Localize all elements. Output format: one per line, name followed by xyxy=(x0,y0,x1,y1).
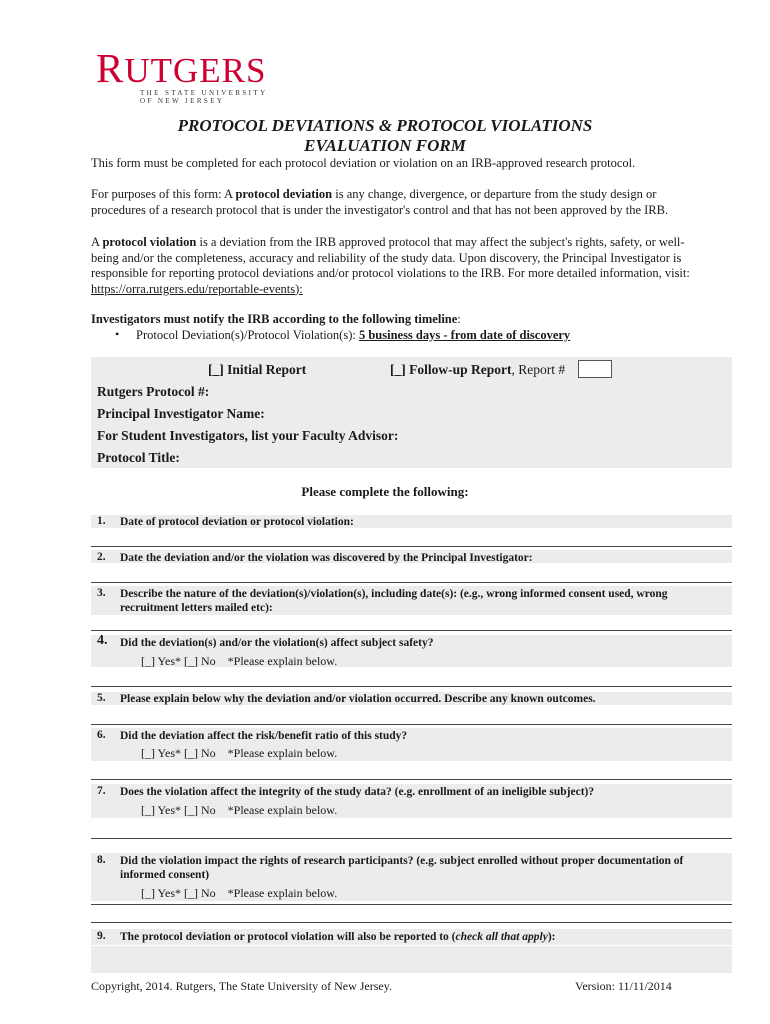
question-number: 7. xyxy=(97,785,106,797)
question-text: Date the deviation and/or the violation was discovered by the Principal Investigator: xyxy=(120,552,533,564)
reportable-events-link[interactable]: https://orra.rutgers.edu/reportable-events xyxy=(91,281,296,296)
answer-line[interactable] xyxy=(91,904,732,905)
answer-line[interactable] xyxy=(91,838,732,839)
followup-report-number-label: , Report # xyxy=(511,362,566,377)
deviation-rest: is any change, divergence, or departure from the study design or procedures of a research protocol that is under the investigator's control and that has not been approved by the IRB. xyxy=(91,187,669,217)
question-text: Does the violation affect the integrity of the study data? (e.g. enrollment of an ineligible subject)? xyxy=(120,786,595,798)
question-text: Did the deviation affect the risk/benefit ratio of this study? xyxy=(120,730,408,742)
question-number: 8. xyxy=(97,854,106,866)
question-text: Describe the nature of the deviation(s)/violation(s), including date(s): (e.g., wrong informed consent used, wrong recruitment letters mailed etc): xyxy=(120,588,668,614)
protocol-title-label: Protocol Title: xyxy=(97,450,180,465)
timeline-bullet-value: 5 business days - from date of discovery xyxy=(358,328,571,342)
timeline-heading-bold: Investigators must notify the IRB according to the following timeline xyxy=(91,312,458,326)
page-title-line1: PROTOCOL DEVIATIONS & PROTOCOL VIOLATIONS xyxy=(177,116,593,135)
bullet-icon: • xyxy=(115,327,120,341)
logo-subtitle-line1: THE STATE UNIVERSITY xyxy=(140,89,268,97)
deviation-term: protocol deviation xyxy=(235,187,333,201)
yes-no-checkboxes[interactable]: [_] Yes* [_] No *Please explain below. xyxy=(141,654,338,668)
deviation-prefix: For purposes of this form: A xyxy=(91,187,236,201)
timeline-heading-colon: : xyxy=(457,312,461,326)
answer-line[interactable] xyxy=(91,686,732,687)
question-text xyxy=(120,930,556,944)
violation-rest: is a deviation from the IRB approved protocol that may affect the subject's rights, safety, or well-being and/or the completeness, accuracy and reliability of the study data. Upon discovery, the Principal Investigator is responsible for reporting protocol deviations and/or protocol violations to the IRB. For more detailed information, visit: xyxy=(91,235,690,280)
question-number: 9. xyxy=(97,930,106,942)
violation-definition xyxy=(91,235,691,297)
answer-area xyxy=(91,946,732,973)
question-number: 3. xyxy=(97,587,106,599)
question-text: Did the violation impact the rights of research participants? (e.g. subject enrolled without proper documentation of informed consent) xyxy=(120,855,684,881)
yes-no-checkboxes[interactable]: [_] Yes* [_] No *Please explain below. xyxy=(141,886,338,900)
logo-rest: UTGERS xyxy=(124,51,267,90)
question-9-suffix: ): xyxy=(547,931,556,943)
report-number-field[interactable] xyxy=(578,360,612,378)
question-text: Date of protocol deviation or protocol violation: xyxy=(120,516,354,528)
please-complete-heading: Please complete the following: xyxy=(301,484,469,499)
footer-copyright: Copyright, 2014. Rutgers, The State University of New Jersey. xyxy=(91,979,392,993)
rutgers-logo xyxy=(96,45,267,91)
yes-no-checkboxes[interactable]: [_] Yes* [_] No *Please explain below. xyxy=(141,803,338,817)
answer-line[interactable] xyxy=(91,546,732,547)
yes-no-checkboxes[interactable]: [_] Yes* [_] No *Please explain below. xyxy=(141,746,338,760)
question-number: 1. xyxy=(97,515,106,527)
answer-line[interactable] xyxy=(91,724,732,725)
protocol-number-label: Rutgers Protocol #: xyxy=(97,384,210,399)
answer-line[interactable] xyxy=(91,922,732,923)
intro-text: This form must be completed for each protocol deviation or violation on an IRB-approved research protocol. xyxy=(91,156,636,170)
question-number: 4. xyxy=(97,633,108,648)
timeline-bullet xyxy=(136,328,570,343)
answer-line[interactable] xyxy=(91,630,732,631)
logo-subtitle-line2: OF NEW JERSEY xyxy=(140,97,225,105)
initial-report-checkbox[interactable]: [_] Initial Report xyxy=(208,362,307,377)
question-number: 2. xyxy=(97,551,106,563)
timeline-bullet-label: Protocol Deviation(s)/Protocol Violation(s): xyxy=(136,328,359,342)
violation-term: protocol violation xyxy=(102,235,197,249)
question-number: 5. xyxy=(97,692,106,704)
logo-first-letter: R xyxy=(96,45,125,91)
question-9-italic: check all that apply xyxy=(455,931,548,943)
timeline-heading xyxy=(91,312,691,328)
deviation-definition xyxy=(91,187,691,218)
footer-version: Version: 11/11/2014 xyxy=(575,979,672,993)
violation-prefix: A xyxy=(91,235,103,249)
violation-suffix: ): xyxy=(295,281,303,296)
faculty-advisor-label: For Student Investigators, list your Faculty Advisor: xyxy=(97,428,399,443)
question-text: Did the deviation(s) and/or the violation(s) affect subject safety? xyxy=(120,637,434,649)
followup-report-checkbox[interactable] xyxy=(390,362,565,378)
question-9-prefix: The protocol deviation or protocol violation will also be reported to ( xyxy=(120,931,456,943)
followup-report-label: [_] Follow-up Report xyxy=(390,362,512,377)
question-text: Please explain below why the deviation and/or violation occurred. Describe any known outcomes. xyxy=(120,693,596,705)
answer-line[interactable] xyxy=(91,582,732,583)
pi-name-label: Principal Investigator Name: xyxy=(97,406,265,421)
answer-line[interactable] xyxy=(91,779,732,780)
question-number: 6. xyxy=(97,729,106,741)
page-title-line2: EVALUATION FORM xyxy=(304,136,466,155)
